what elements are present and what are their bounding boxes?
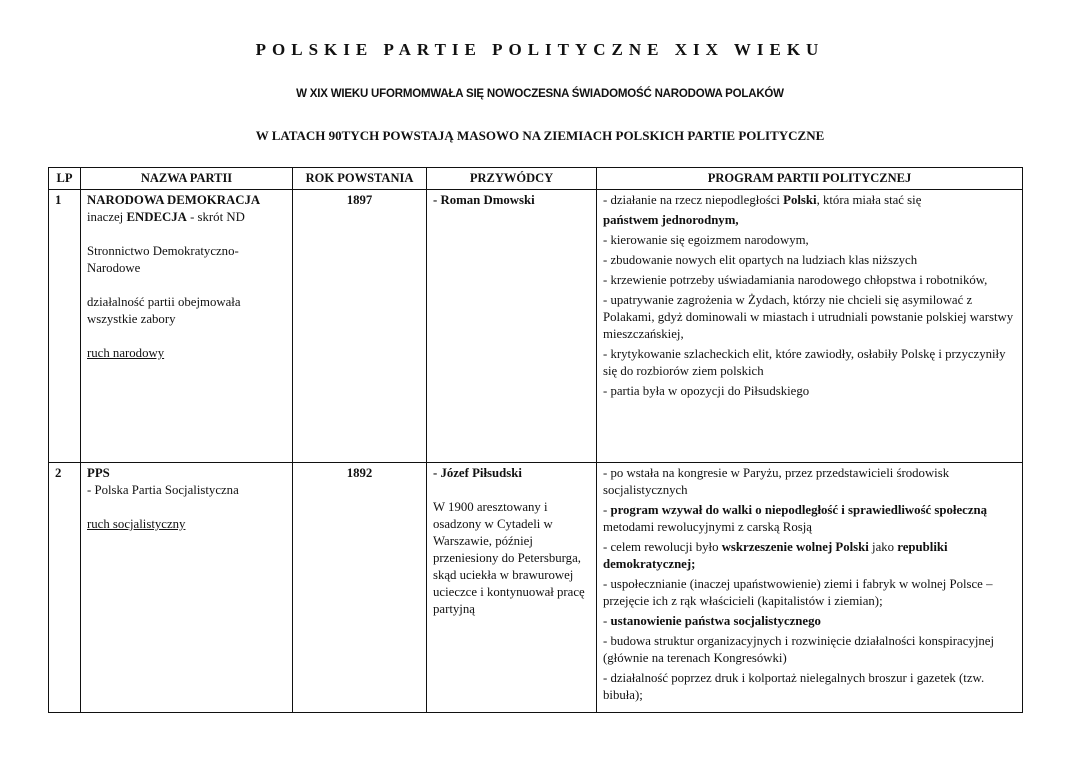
party-name-cell	[81, 190, 293, 463]
table-header-row	[49, 168, 1023, 190]
program-text: - po wstała na kongresie w Paryżu, przez przedstawicieli środowisk socjalistycznych	[603, 466, 950, 497]
page-title: POLSKIE PARTIE POLITYCZNE XIX WIEKU	[255, 40, 825, 59]
program-text-bold: ustanowienie państwa socjalistycznego	[610, 614, 821, 628]
founding-year: 1897	[293, 190, 427, 463]
row-number: 1	[49, 190, 81, 463]
program-item	[603, 346, 1016, 380]
party-name: NARODOWA DEMOKRACJA	[87, 193, 261, 207]
program-item	[603, 292, 1016, 343]
subtitle-consciousness: W XIX WIEKU UFORMOMWAŁA SIĘ NOWOCZESNA ŚWIADOMOŚĆ NARODOWA POLAKÓW	[296, 88, 784, 100]
program-item	[603, 252, 1016, 269]
founding-year: 1892	[293, 463, 427, 713]
program-item	[603, 192, 1016, 209]
program-item	[603, 502, 1016, 536]
program-cell	[597, 190, 1023, 463]
row-number: 2	[49, 463, 81, 713]
party-name: PPS	[87, 466, 110, 480]
leader-name: - Józef Piłsudski	[433, 466, 522, 480]
party-full-name: Stronnictwo Demokratyczno-Narodowe	[87, 244, 239, 275]
subtitle-parties: W LATACH 90TYCH POWSTAJĄ MASOWO NA ZIEMIACH POLSKICH PARTIE POLITYCZNE	[255, 128, 825, 143]
program-item	[603, 613, 1016, 630]
program-text: jako	[868, 540, 898, 554]
program-text: - budowa struktur organizacyjnych i rozwinięcie działalności konspiracyjnej (głównie na terenach Kongresówki)	[603, 634, 995, 665]
header-year: ROK POWSTANIA	[293, 168, 427, 190]
program-text-bold: republiki demokratycznej;	[603, 540, 948, 571]
header-program: PROGRAM PARTII POLITYCZNEJ	[597, 168, 1023, 190]
party-alias	[87, 209, 286, 226]
program-item	[603, 670, 1016, 704]
program-item	[603, 633, 1016, 667]
program-text: - partia była w opozycji do Piłsudskiego	[603, 384, 810, 398]
leader-note: W 1900 aresztowany i osadzony w Cytadeli w Warszawie, później przeniesiony do Petersburga, skąd uciekła w brawurowej ucieczce i kontynuował pracę partyjną	[433, 500, 585, 616]
party-name-cell	[81, 463, 293, 713]
party-movement: ruch socjalistyczny	[87, 517, 186, 531]
program-text: -	[603, 503, 611, 517]
table-row	[49, 190, 1023, 463]
header-lp: LP	[49, 168, 81, 190]
header-leaders: PRZYWÓDCY	[427, 168, 597, 190]
program-item	[603, 576, 1016, 610]
table-row	[49, 463, 1023, 713]
program-item	[603, 465, 1016, 499]
program-item	[603, 383, 1016, 400]
program-text: metodami rewolucyjnymi z carską Rosją	[603, 520, 812, 534]
program-text-bold: Polski	[783, 193, 817, 207]
program-text: - krytykowanie szlacheckich elit, które zawiodły, osłabiły Polskę i przyczyniły się do rozbiorów ziem polskich	[603, 347, 1006, 378]
program-text: -	[603, 614, 611, 628]
program-item	[603, 212, 1016, 229]
leaders-cell	[427, 463, 597, 713]
parties-table	[48, 167, 1023, 713]
party-movement: ruch narodowy	[87, 346, 165, 360]
program-text: - kierowanie się egoizmem narodowym,	[603, 233, 809, 247]
header-name: NAZWA PARTII	[81, 168, 293, 190]
party-full-name: - Polska Partia Socjalistyczna	[87, 483, 239, 497]
program-text: - uspołecznianie (inaczej upaństwowienie) ziemi i fabryk w wolnej Polsce – przejęcie ich z rąk właścicieli (kapitalistów i ziemian);	[603, 577, 993, 608]
program-text-bold: wskrzeszenie wolnej Polski	[721, 540, 869, 554]
program-text-bold: państwem jednorodnym,	[603, 213, 739, 227]
party-scope: działalność partii obejmowała wszystkie zabory	[87, 295, 241, 326]
program-text: - działanie na rzecz niepodległości	[603, 193, 784, 207]
program-item	[603, 539, 1016, 573]
alias-suffix: - skrót ND	[186, 210, 245, 224]
program-text: - zbudowanie nowych elit opartych na ludziach klas niższych	[603, 253, 918, 267]
program-item	[603, 272, 1016, 289]
program-text: - upatrywanie zagrożenia w Żydach, którzy nie chcieli się asymilować z Polakami, gdyż dominowali w miastach i utrudniali powstanie polskiej warstwy mieszczańskiej,	[603, 293, 1014, 341]
program-item	[603, 232, 1016, 249]
leaders-cell	[427, 190, 597, 463]
program-text: - celem rewolucji było	[603, 540, 722, 554]
program-text: - krzewienie potrzeby uświadamiania narodowego chłopstwa i robotników,	[603, 273, 988, 287]
program-text: , która miała stać się	[816, 193, 922, 207]
leader-name: - Roman Dmowski	[433, 193, 535, 207]
program-cell	[597, 463, 1023, 713]
program-text-bold: program wzywał do walki o niepodległość i sprawiedliwość społeczną	[610, 503, 988, 517]
alias-prefix: inaczej	[87, 210, 127, 224]
program-text: - działalność poprzez druk i kolportaż nielegalnych broszur i gazetek (tzw. bibuła);	[603, 671, 985, 702]
alias-bold: ENDECJA	[126, 210, 187, 224]
